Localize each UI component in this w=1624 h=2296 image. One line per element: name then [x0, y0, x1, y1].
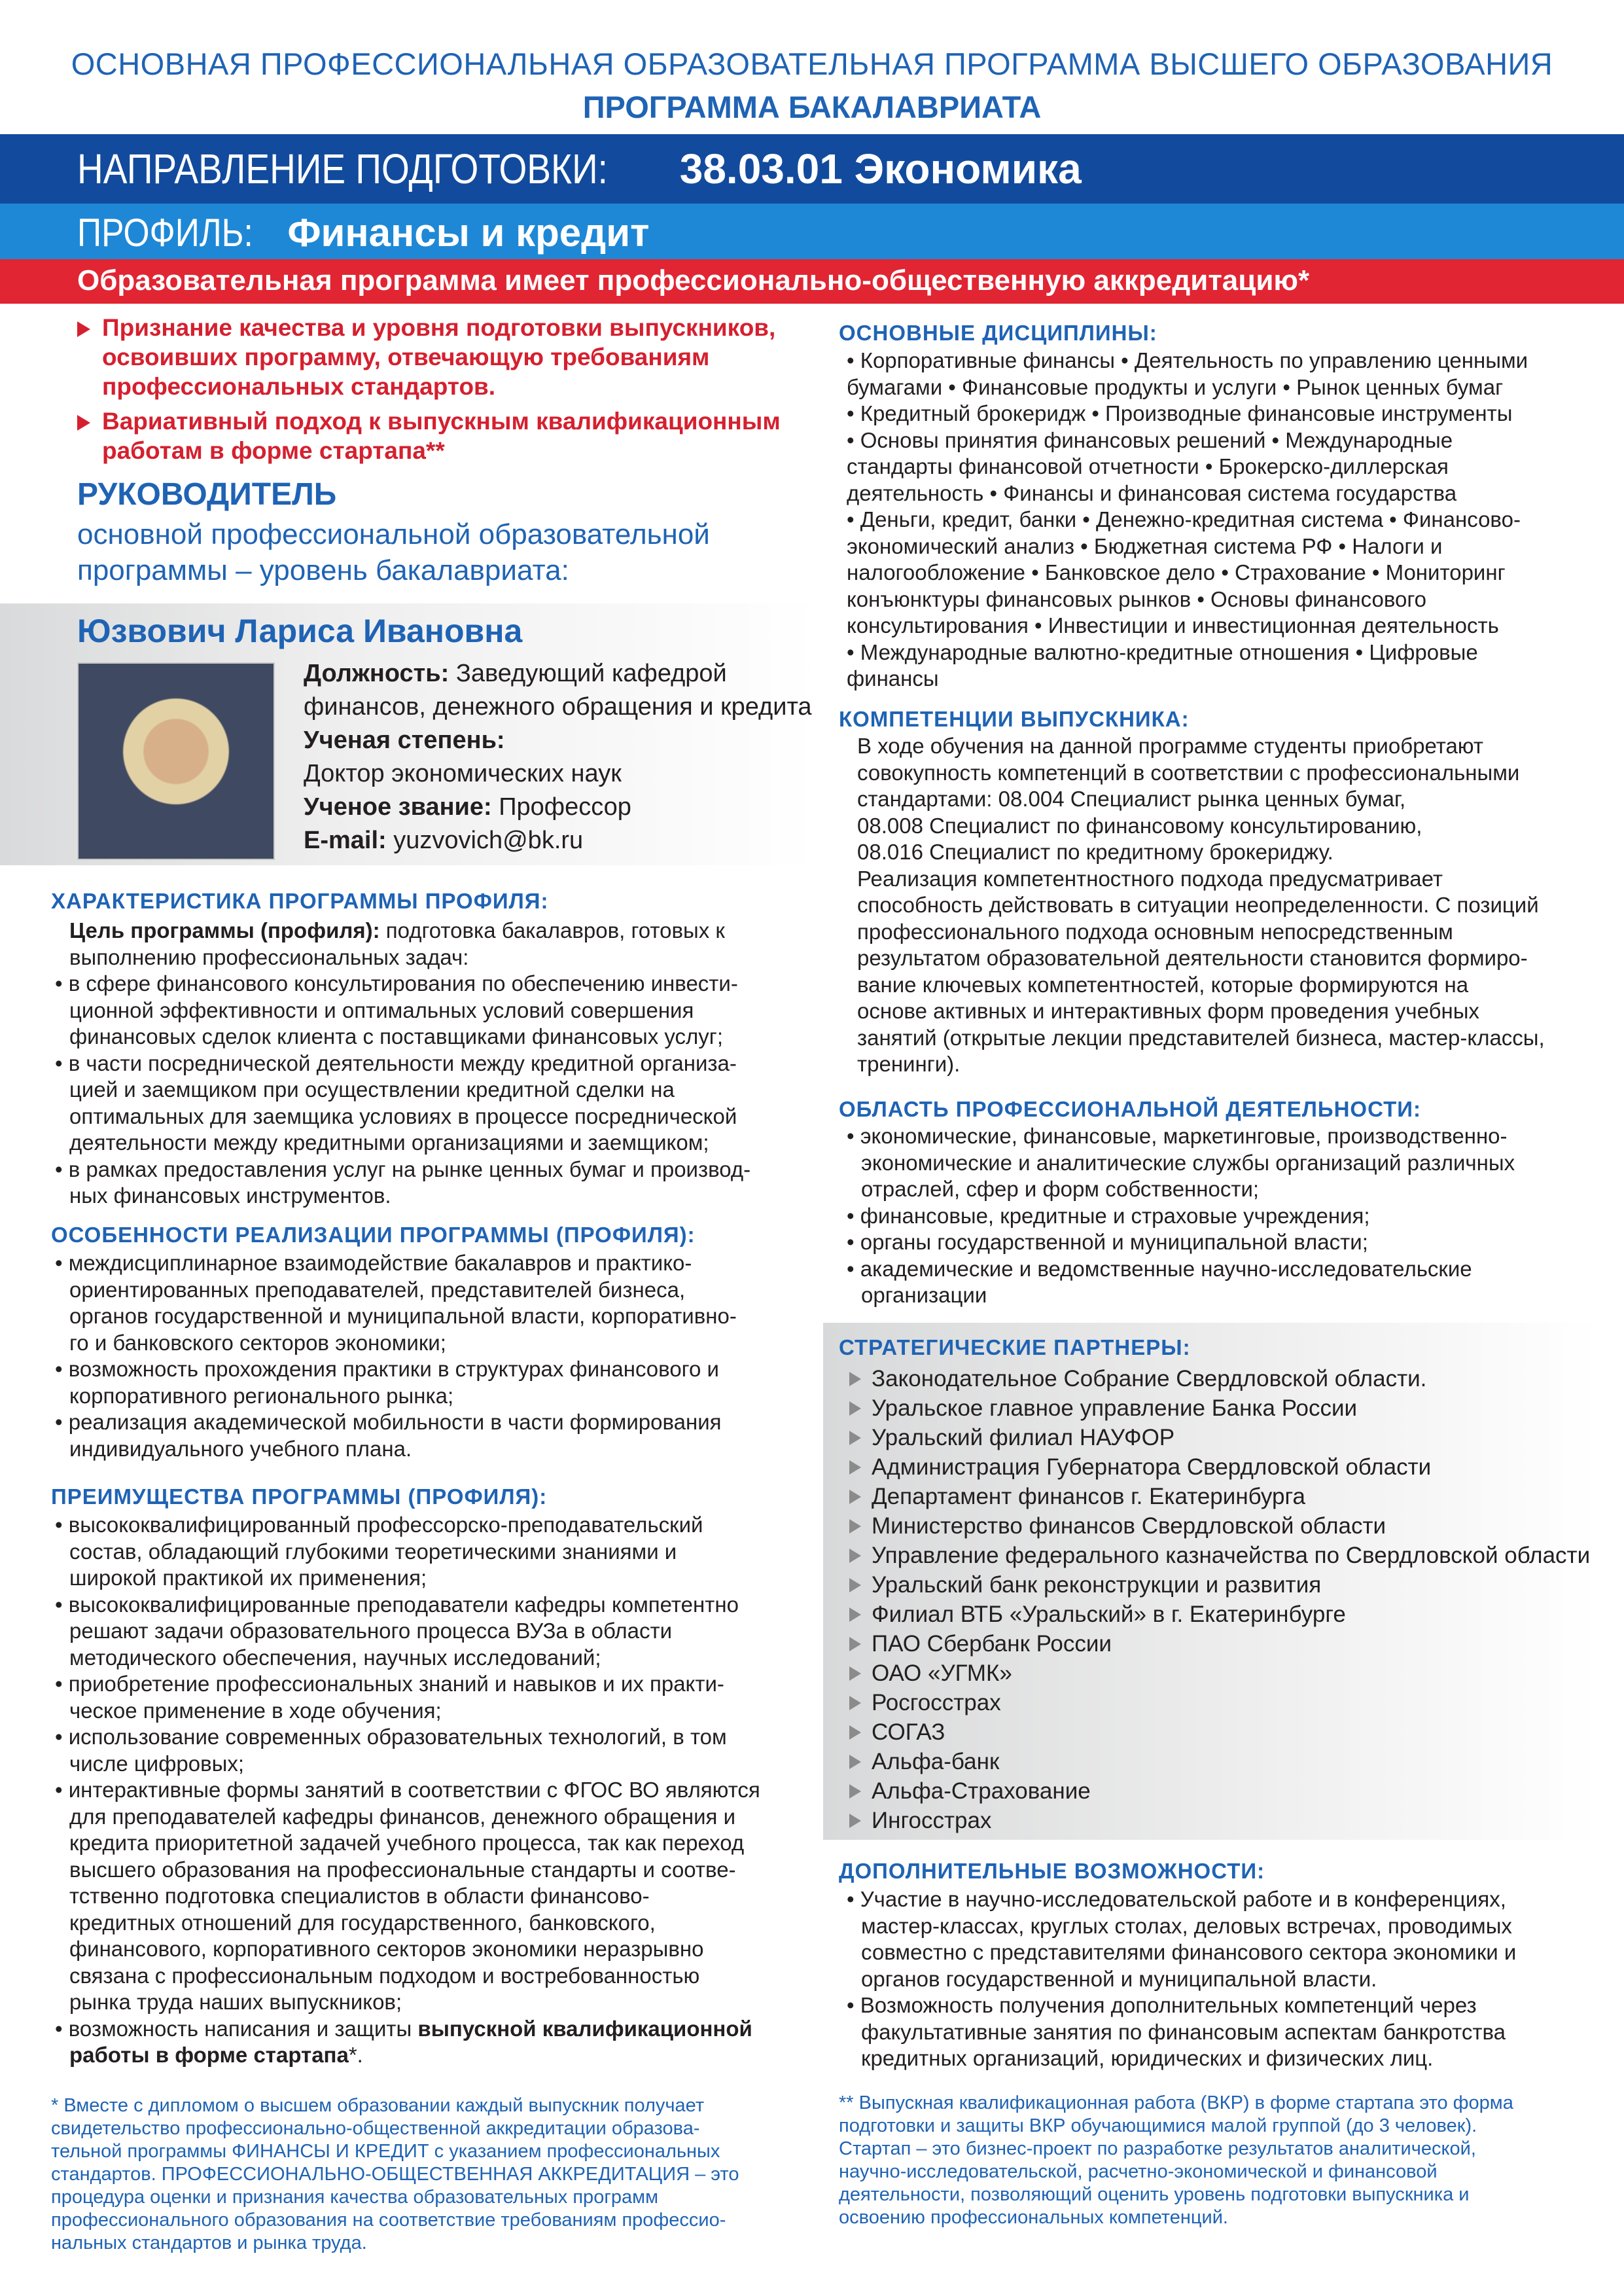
direction-value: 38.03.01 Экономика: [679, 145, 1082, 192]
list-item: • реализация академической мобильности в части формирования: [55, 1410, 722, 1434]
position-value: Заведующий кафедрой: [449, 660, 727, 687]
highlight-list: Признание качества и уровня подготовки выпускников, освоивших программу, отвечающую требованиям профессиональных стандартов. Вариативный подход к выпускным квалификационным работам в форме стартапа**: [77, 313, 810, 465]
characteristic-heading: ХАРАКТЕРИСТИКА ПРОГРАММЫ ПРОФИЛЯ:: [51, 889, 549, 913]
list-item: • междисциплинарное взаимодействие бакалавров и практико-: [55, 1251, 692, 1275]
area-text: • экономические, финансовые, маркетинговые, производственно- экономические и аналитические службы организаций различных отраслей, сфер и форм собственности; • финансовые, кредитные и страховые учреждения; • органы государственной и муниципальной власти; • академические и ведомственные научно-исследовательские организации: [847, 1123, 1577, 1309]
partners-list: [847, 1364, 1599, 1835]
disciplines-heading: ОСНОВНЫЕ ДИСЦИПЛИНЫ:: [839, 321, 1157, 345]
list-item: • использование современных образовательных технологий, в том: [55, 1725, 727, 1749]
list-item: • в части посреднической деятельности между кредитной организа-: [55, 1050, 737, 1075]
list-item: • в сфере финансового консультирования по обеспечению инвести-: [55, 971, 738, 996]
partner-item: Уральский банк реконструкции и развития: [847, 1570, 1599, 1600]
list-item: • высококвалифицированные преподаватели кафедры компетентно: [55, 1592, 739, 1617]
partner-item: Росгосстрах: [847, 1688, 1599, 1717]
list-item: • Возможность получения дополнительных компетенций через: [847, 1993, 1477, 2017]
list-item: • приобретение профессиональных знаний и навыков и их практи-: [55, 1672, 724, 1696]
goal-label: Цель программы (профиля):: [69, 918, 380, 942]
partner-item: Ингосстрах: [847, 1806, 1599, 1835]
competences-heading: КОМПЕТЕНЦИИ ВЫПУСКНИКА:: [839, 707, 1190, 731]
extra-text: • Участие в научно-исследовательской работе и в конференциях, мастер-классах, круглых столах, деловых встречах, проводимых совместно с представителями финансового сектора экономики и органов государственной и муниципальной власти. • Возможность получения дополнительных компетенций через факультативные занятия по финансовым аспектам банкротства кредитных организаций, юридических и физических лиц.: [847, 1886, 1577, 2072]
partner-item: ОАО «УГМК»: [847, 1659, 1599, 1688]
accreditation-band: [0, 259, 1624, 304]
footnote-startup: ** Выпускная квалификационная работа (ВКР) в форме стартапа это форма подготовки и защиты ВКР обучающимися малой группой (до 3 человек). Стартап – это бизнес-проект по разработке результатов аналитической, научно-исследовательской, расчетно-экономической и финансовой деятельности, позволяющий оценить уровень подготовки выпускника и освоению профессиональных компетенций.: [839, 2092, 1513, 2228]
advantages-heading: ПРЕИМУЩЕСТВА ПРОГРАММЫ (ПРОФИЛЯ):: [51, 1484, 548, 1509]
head-info: [304, 657, 827, 857]
profile-label: ПРОФИЛЬ:: [77, 211, 253, 255]
degree-label: Ученая степень:: [304, 726, 505, 754]
position-label: Должность:: [304, 660, 450, 687]
profile-value: Финансы и кредит: [287, 211, 650, 255]
head-title: РУКОВОДИТЕЛЬ: [77, 477, 337, 512]
list-item: • Участие в научно-исследовательской работе и в конференциях,: [847, 1887, 1506, 1911]
advantages-text: • высококвалифицированный профессорско-преподавательский состав, обладающий глубокими теоретическими знаниями и широкой практикой их применения; • высококвалифицированные преподаватели кафедры компетентно решают задачи образовательного процесса ВУЗа в области методического обеспечения, научных исследований; • приобретение профессиональных знаний и навыков и их практи- ческое применение в ходе обучения; • использование современных образовательных технологий, в том числе цифровых; • интерактивные формы занятий в соответствии с ФГОС ВО являются для преподавателей кафедры финансов, денежного обращения и кредита приоритетной задачей учебного процесса, так как переход высшего образования на профессиональные стандарты и соотве- тственно подготовка специалистов в области финансово- кредитных отношений для государственного, банковского, финансового, корпоративного секторов экономики неразрывно связана с профессиональным подходом и востребованностью рынка труда наших выпускников; • возможность написания и защиты выпускной квалификационной работы в форме стартапа*.: [55, 1512, 785, 2069]
academic-title-value: Профессор: [491, 793, 631, 821]
partner-item: Администрация Губернатора Свердловской области: [847, 1452, 1599, 1482]
position-value-2: финансов, денежного обращения и кредита: [304, 693, 812, 721]
partner-item: СОГАЗ: [847, 1717, 1599, 1747]
head-photo: [77, 662, 275, 860]
features-text: • междисциплинарное взаимодействие бакалавров и практико- ориентированных преподавателей, представителей бизнеса, органов государственной и муниципальной власти, корпоративно- го и банковского секторов экономики; • возможность прохождения практики в структурах финансового и корпоративного регионального рынка; • реализация академической мобильности в части формирования индивидуального учебного плана.: [55, 1250, 785, 1462]
email-label: E-mail:: [304, 827, 387, 854]
header-line-2: ПРОГРАММА БАКАЛАВРИАТА: [582, 90, 1042, 124]
list-item: • интерактивные формы занятий в соответствии с ФГОС ВО являются: [55, 1778, 760, 1802]
triangle-bullet-icon: [77, 415, 90, 431]
direction-band: [0, 134, 1624, 204]
list-item: • академические и ведомственные научно-исследовательские: [847, 1256, 1472, 1281]
partner-item: Филиал ВТБ «Уральский» в г. Екатеринбурге: [847, 1600, 1599, 1629]
characteristic-text: Цель программы (профиля): подготовка бакалавров, готовых к выполнению профессиональных задач: • в сфере финансового консультирования по обеспечению инвести- ционной эффективности и оптимальных условий совершения финансовых сделок клиента с поставщиками финансовых услуг; • в части посреднической деятельности между кредитной организа- цией и заемщиком при осуществлении кредитной сделки на оптимальных для заемщика условиях в процессе посреднической деятельности между кредитными организациями и заемщиком; • в рамках предоставления услуг на рынке ценных бумаг и производ- ных финансовых инструментов.: [55, 918, 785, 1210]
partner-item: Альфа-Страхование: [847, 1776, 1599, 1806]
head-subtitle-2: программы – уровень бакалавриата:: [77, 554, 569, 586]
triangle-bullet-icon: [77, 321, 90, 337]
head-name: Юзвович Лариса Ивановна: [77, 613, 523, 649]
highlight-item: Вариативный подход к выпускным квалификационным: [77, 406, 810, 436]
list-item: • возможность написания и защиты выпускной квалификационной: [55, 2016, 752, 2041]
partner-item: Министерство финансов Свердловской области: [847, 1511, 1599, 1541]
partner-item: Управление федерального казначейства по Свердловской области: [847, 1541, 1599, 1570]
footnote-accreditation: * Вместе с дипломом о высшем образовании каждый выпускник получает свидетельство профессионально-общественной аккредитации образова- тельной программы ФИНАНСЫ И КРЕДИТ с указанием профессиональных стандартов. ПРОФЕССИОНАЛЬНО-ОБЩЕСТВЕННАЯ АККРЕДИТАЦИЯ – это процедура оценки и признания качества образовательных программ профессионального образования на соответствие требованиям профессио- нальных стандартов и рынка труда.: [51, 2095, 739, 2253]
degree-value: Доктор экономических наук: [304, 760, 622, 787]
list-item: • в рамках предоставления услуг на рынке ценных бумаг и производ-: [55, 1157, 751, 1181]
list-item: • высококвалифицированный профессорско-преподавательский: [55, 1513, 703, 1537]
head-subtitle-1: основной профессиональной образовательной: [77, 518, 710, 550]
list-item: • органы государственной и муниципальной власти;: [847, 1230, 1368, 1254]
disciplines-text: • Корпоративные финансы • Деятельность по управлению ценными бумагами • Финансовые продукты и услуги • Рынок ценных бумаг • Кредитный брокеридж • Производные финансовые инструменты • Основы принятия финансовых решений • Международные стандарты финансовой отчетности • Брокерско-диллерская деятельность • Финансы и финансовая система государства • Деньги, кредит, банки • Денежно-кредитная система • Финансово- экономический анализ • Бюджетная система РФ • Налоги и налогообложение • Банковское дело • Страхование • Мониторинг конъюнктуры финансовых рынков • Основы финансового консультирования • Инвестиции и инвестиционная деятельность • Международные валютно-кредитные отношения • Цифровые финансы: [847, 348, 1528, 691]
header-line-1: ОСНОВНАЯ ПРОФЕССИОНАЛЬНАЯ ОБРАЗОВАТЕЛЬНАЯ ПРОГРАММА ВЫСШЕГО ОБРАЗОВАНИЯ: [71, 46, 1553, 81]
email-link[interactable]: yuzvovich@bk.ru: [386, 827, 584, 854]
partner-item: ПАО Сбербанк России: [847, 1629, 1599, 1659]
partner-item: Уральский филиал НАУФОР: [847, 1423, 1599, 1452]
area-heading: ОБЛАСТЬ ПРОФЕССИОНАЛЬНОЙ ДЕЯТЕЛЬНОСТИ:: [839, 1097, 1421, 1121]
competences-text: В ходе обучения на данной программе студенты приобретают совокупность компетенций в соответствии с профессиональными стандартами: 08.004 Специалист рынка ценных бумаг, 08.008 Специалист по финансовому консультированию, 08.016 Специалист по кредитному брокериджу. Реализация компетентностного подхода предусматривает способность действовать в ситуации неопределенности. С позиций профессионального подхода основным непосредственным результатом образовательной деятельности становится формиро- вание ключевых компетентностей, которые формируются на основе активных и интерактивных форм проведения учебных занятий (открытые лекции представителей бизнеса, мастер-классы, тренинги).: [857, 734, 1545, 1076]
list-item: • финансовые, кредитные и страховые учреждения;: [847, 1203, 1370, 1228]
direction-label: НАПРАВЛЕНИЕ ПОДГОТОВКИ:: [77, 145, 608, 192]
partners-heading: СТРАТЕГИЧЕСКИЕ ПАРТНЕРЫ:: [839, 1335, 1191, 1359]
partner-item: Альфа-банк: [847, 1747, 1599, 1776]
list-item: • возможность прохождения практики в структурах финансового и: [55, 1357, 719, 1381]
profile-band: [0, 204, 1624, 259]
partner-item: Уральское главное управление Банка России: [847, 1393, 1599, 1423]
partner-item: Департамент финансов г. Екатеринбурга: [847, 1482, 1599, 1511]
extra-heading: ДОПОЛНИТЕЛЬНЫЕ ВОЗМОЖНОСТИ:: [839, 1859, 1265, 1883]
accreditation-text: Образовательная программа имеет профессионально-общественную аккредитацию*: [77, 264, 1310, 296]
list-item: • экономические, финансовые, маркетинговые, производственно-: [847, 1124, 1508, 1148]
academic-title-label: Ученое звание:: [304, 793, 492, 821]
features-heading: ОСОБЕННОСТИ РЕАЛИЗАЦИИ ПРОГРАММЫ (ПРОФИЛЯ):: [51, 1223, 696, 1247]
partner-item: Законодательное Собрание Свердловской области.: [847, 1364, 1599, 1393]
highlight-item: Признание качества и уровня подготовки выпускников,: [77, 313, 810, 342]
